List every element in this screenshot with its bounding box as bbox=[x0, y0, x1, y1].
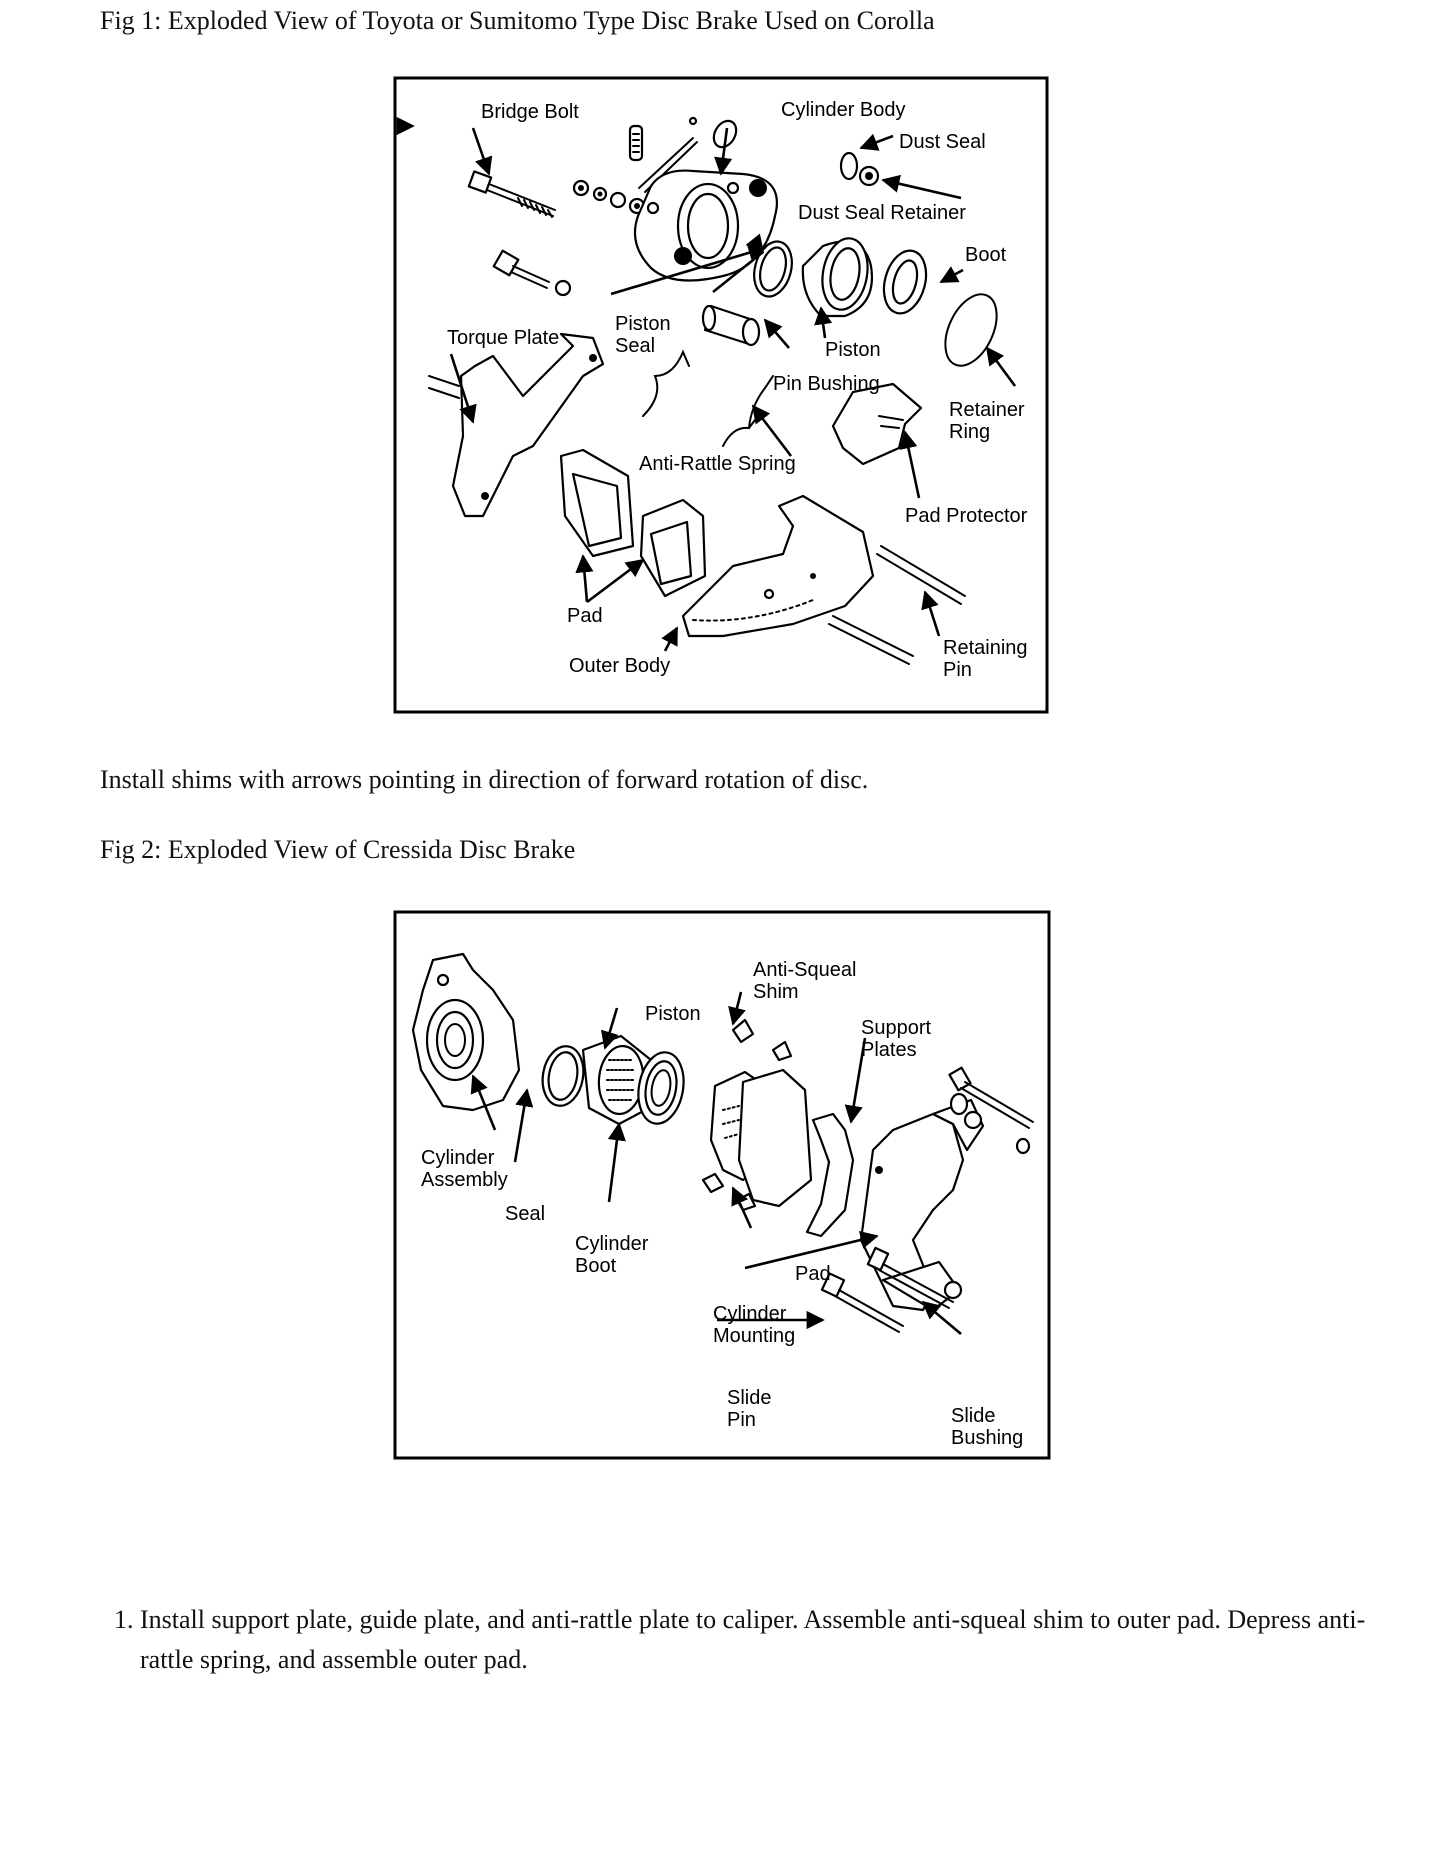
label-torque-plate: Torque Plate bbox=[447, 327, 560, 349]
label-cylinder-assembly-line2: Assembly bbox=[421, 1169, 508, 1191]
label-cylinder-mounting-line1: Cylinder bbox=[713, 1303, 787, 1325]
dust-seal-part bbox=[841, 153, 857, 179]
label-piston-seal-line2: Seal bbox=[615, 335, 656, 357]
label-retaining-pin-line2: Pin bbox=[943, 659, 972, 681]
label-support-plates-line2: Plates bbox=[861, 1039, 917, 1061]
label-retaining-pin-line1: Retaining bbox=[943, 637, 1028, 659]
label-dust-seal: Dust Seal bbox=[899, 131, 986, 153]
label-cylinder-body: Cylinder Body bbox=[781, 99, 906, 121]
label-dust-seal-retainer: Dust Seal Retainer bbox=[798, 202, 966, 224]
label-retainer-ring-line2: Ring bbox=[949, 421, 991, 443]
label-pin-bushing: Pin Bushing bbox=[773, 373, 880, 395]
label-cylinder-boot-line1: Cylinder bbox=[575, 1233, 649, 1255]
label-slide-pin-line2: Pin bbox=[727, 1409, 756, 1431]
label-cylinder-assembly-line1: Cylinder bbox=[421, 1147, 495, 1169]
fig1-diagram bbox=[393, 76, 1049, 714]
label-piston-seal-line1: Piston bbox=[615, 313, 671, 335]
fig2-caption: Fig 2: Exploded View of Cressida Disc Brake bbox=[100, 835, 576, 864]
label-anti-squeal-line2: Shim bbox=[753, 981, 799, 1003]
label-pad-protector: Pad Protector bbox=[905, 505, 1028, 527]
procedure-steps bbox=[100, 1600, 1370, 1680]
label-pad: Pad bbox=[567, 605, 603, 627]
label-bridge-bolt: Bridge Bolt bbox=[481, 101, 579, 123]
label-cylinder-mounting-line2: Mounting bbox=[713, 1325, 796, 1347]
label-seal: Seal bbox=[505, 1203, 546, 1225]
label-anti-squeal-line1: Anti-Squeal bbox=[753, 959, 857, 981]
label-outer-body: Outer Body bbox=[569, 655, 671, 677]
step-1: 1. Install support plate, guide plate, and anti-rattle plate to caliper. Assemble anti-squeal shim to outer pad. Depress anti-rattle spring, and assemble outer pad. bbox=[140, 1600, 1370, 1680]
label-boot: Boot bbox=[965, 244, 1007, 266]
label-piston: Piston bbox=[825, 339, 881, 361]
label-anti-rattle-spring: Anti-Rattle Spring bbox=[639, 453, 796, 475]
label-support-plates-line1: Support bbox=[861, 1017, 932, 1039]
label-retainer-ring-line1: Retainer bbox=[949, 399, 1025, 421]
fig1-caption: Fig 1: Exploded View of Toyota or Sumitomo Type Disc Brake Used on Corolla bbox=[100, 6, 935, 35]
label-slide-bushing-line2: Bushing bbox=[951, 1427, 1024, 1449]
label-slide-bushing-line1: Slide bbox=[951, 1405, 996, 1427]
label-slide-pin-line1: Slide bbox=[727, 1387, 772, 1409]
shim-note: Install shims with arrows pointing in direction of forward rotation of disc. bbox=[100, 765, 869, 794]
label-pad-2: Pad bbox=[795, 1263, 831, 1285]
label-piston-2: Piston bbox=[645, 1003, 701, 1025]
label-cylinder-boot-line2: Boot bbox=[575, 1255, 617, 1277]
fig2-diagram bbox=[393, 910, 1051, 1464]
